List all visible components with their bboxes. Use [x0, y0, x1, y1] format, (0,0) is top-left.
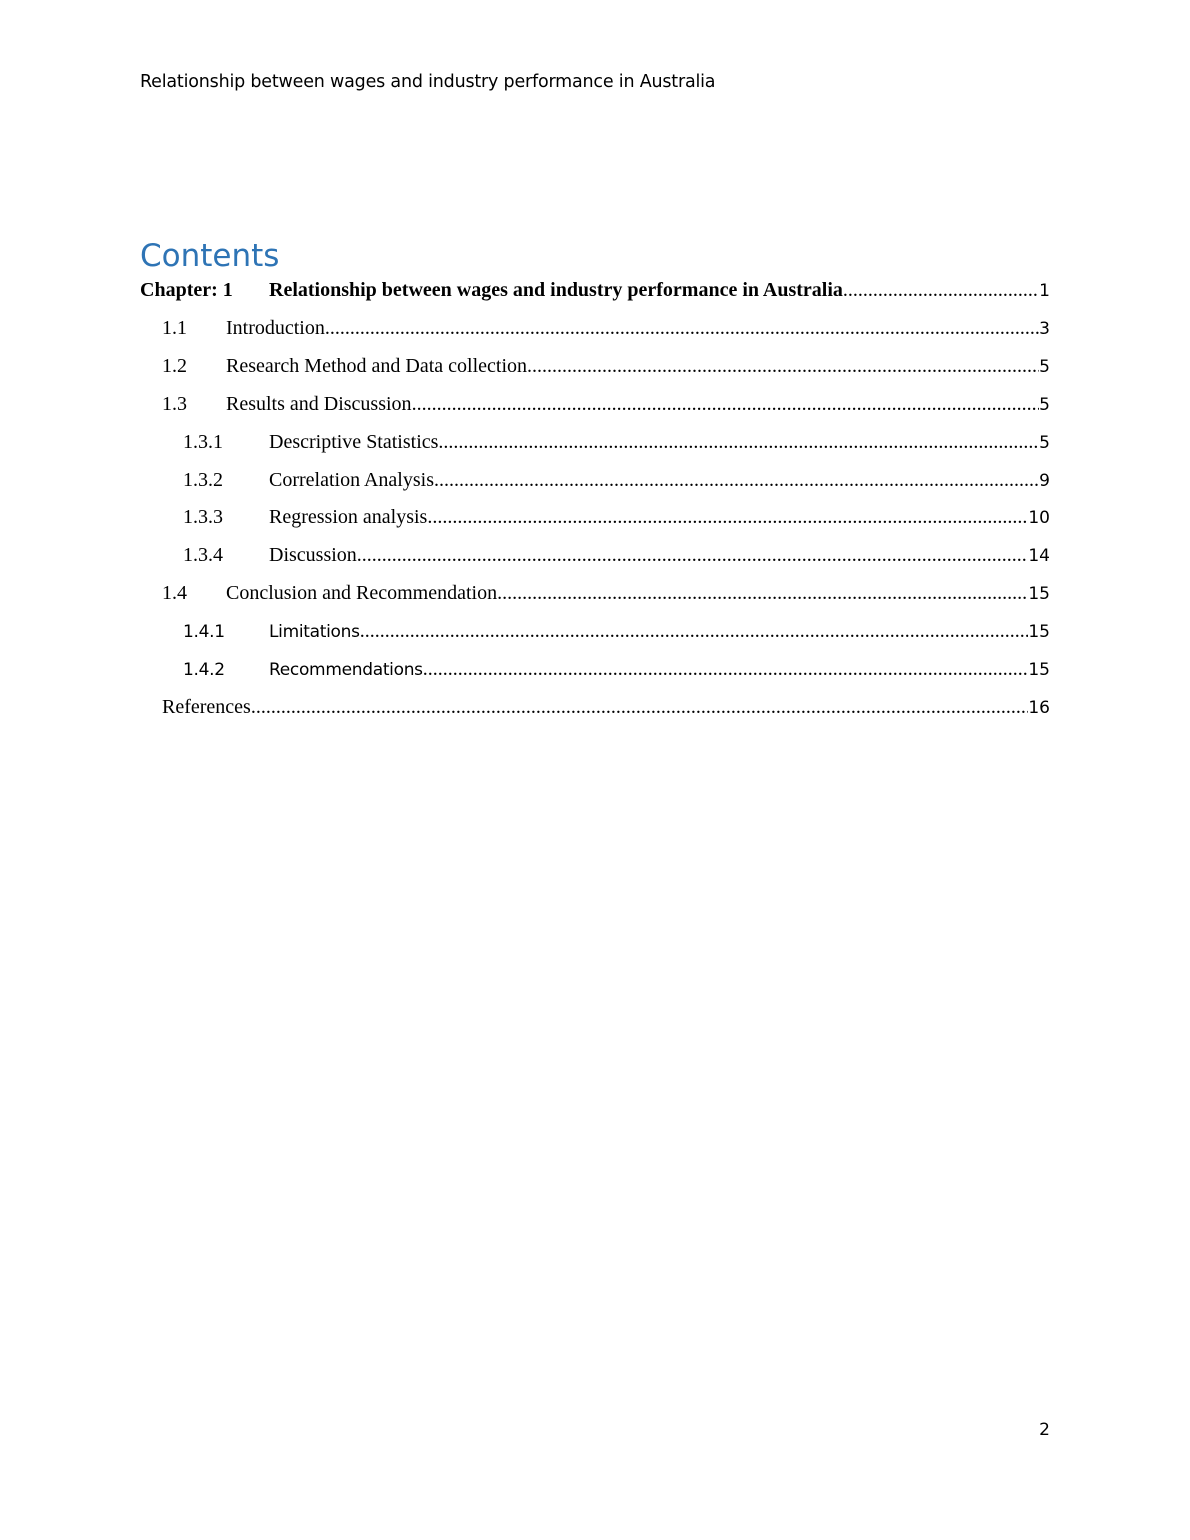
toc-entry-label: Descriptive Statistics	[269, 431, 439, 453]
toc-leader-dots	[427, 506, 1028, 529]
toc-entry-number: Chapter: 1	[140, 279, 233, 301]
toc-entry-1-4-1[interactable]	[183, 620, 1050, 648]
toc-entry-label: Introduction	[226, 317, 325, 339]
toc-entry-label: Recommendations	[269, 660, 423, 680]
toc-leader-dots	[325, 317, 1039, 340]
toc-entry-1-3[interactable]	[162, 393, 1050, 421]
toc-entry-number: 1.1	[162, 317, 187, 339]
toc-entry-page: 15	[1028, 660, 1050, 680]
toc-entry-label: Correlation Analysis	[269, 469, 434, 491]
toc-entry-page: 15	[1028, 584, 1050, 604]
toc-entry-label: Regression analysis	[269, 506, 428, 528]
toc-leader-dots	[497, 582, 1028, 605]
toc-entry-number: 1.4.2	[183, 660, 225, 680]
toc-entry-page: 9	[1039, 471, 1050, 491]
toc-entry-number: 1.3	[162, 393, 187, 415]
toc-leader-dots	[527, 355, 1039, 378]
toc-entry-page: 14	[1028, 546, 1050, 566]
toc-leader-dots	[251, 696, 1029, 719]
toc-leader-dots	[438, 431, 1039, 454]
toc-entry-label: Results and Discussion	[226, 393, 412, 415]
toc-entry-label: Relationship between wages and industry performance in Australia	[269, 279, 843, 301]
toc-entry-label: Conclusion and Recommendation	[226, 582, 498, 604]
toc-entry-page: 5	[1039, 433, 1050, 453]
toc-entry-number: 1.3.4	[183, 544, 223, 566]
toc-leader-dots	[843, 279, 1039, 302]
toc-entry-page: 5	[1039, 357, 1050, 377]
toc-entry-number: 1.2	[162, 355, 187, 377]
toc-entry-1-3-2[interactable]	[183, 469, 1050, 497]
toc-entry-number: 1.3.1	[183, 431, 223, 453]
toc-entry-1-3-4[interactable]	[183, 544, 1050, 572]
toc-entry-1-4-2[interactable]	[183, 658, 1050, 686]
toc-entry-1-1[interactable]	[162, 317, 1050, 345]
toc-entry-chapter-1[interactable]	[140, 279, 1050, 307]
page-number: 2	[1039, 1420, 1050, 1440]
toc-entry-label: References	[162, 696, 251, 718]
toc-leader-dots	[412, 393, 1040, 416]
toc-title: Contents	[140, 238, 280, 274]
toc-leader-dots	[360, 620, 1029, 643]
toc-entry-page: 3	[1039, 319, 1050, 339]
toc-entry-number: 1.3.2	[183, 469, 223, 491]
toc-entry-page: 5	[1039, 395, 1050, 415]
toc-entry-1-4[interactable]	[162, 582, 1050, 610]
toc-entry-page: 1	[1039, 281, 1050, 301]
toc-leader-dots	[423, 658, 1029, 681]
toc-leader-dots	[434, 469, 1039, 492]
toc-entry-number: 1.4.1	[183, 622, 225, 642]
toc-entry-label: Discussion	[269, 544, 357, 566]
toc-entry-references[interactable]	[162, 696, 1050, 724]
toc-entry-page: 15	[1028, 622, 1050, 642]
running-header: Relationship between wages and industry performance in Australia	[140, 72, 716, 92]
toc-leader-dots	[357, 544, 1029, 567]
toc-entry-1-2[interactable]	[162, 355, 1050, 383]
toc-entry-page: 16	[1028, 698, 1050, 718]
toc-entry-1-3-3[interactable]	[183, 506, 1050, 534]
toc-entry-page: 10	[1028, 508, 1050, 528]
toc-entry-label: Research Method and Data collection	[226, 355, 527, 377]
toc-entry-label: Limitations	[269, 622, 360, 642]
toc-entry-number: 1.3.3	[183, 506, 223, 528]
toc-entry-number: 1.4	[162, 582, 187, 604]
toc-entry-1-3-1[interactable]	[183, 431, 1050, 459]
